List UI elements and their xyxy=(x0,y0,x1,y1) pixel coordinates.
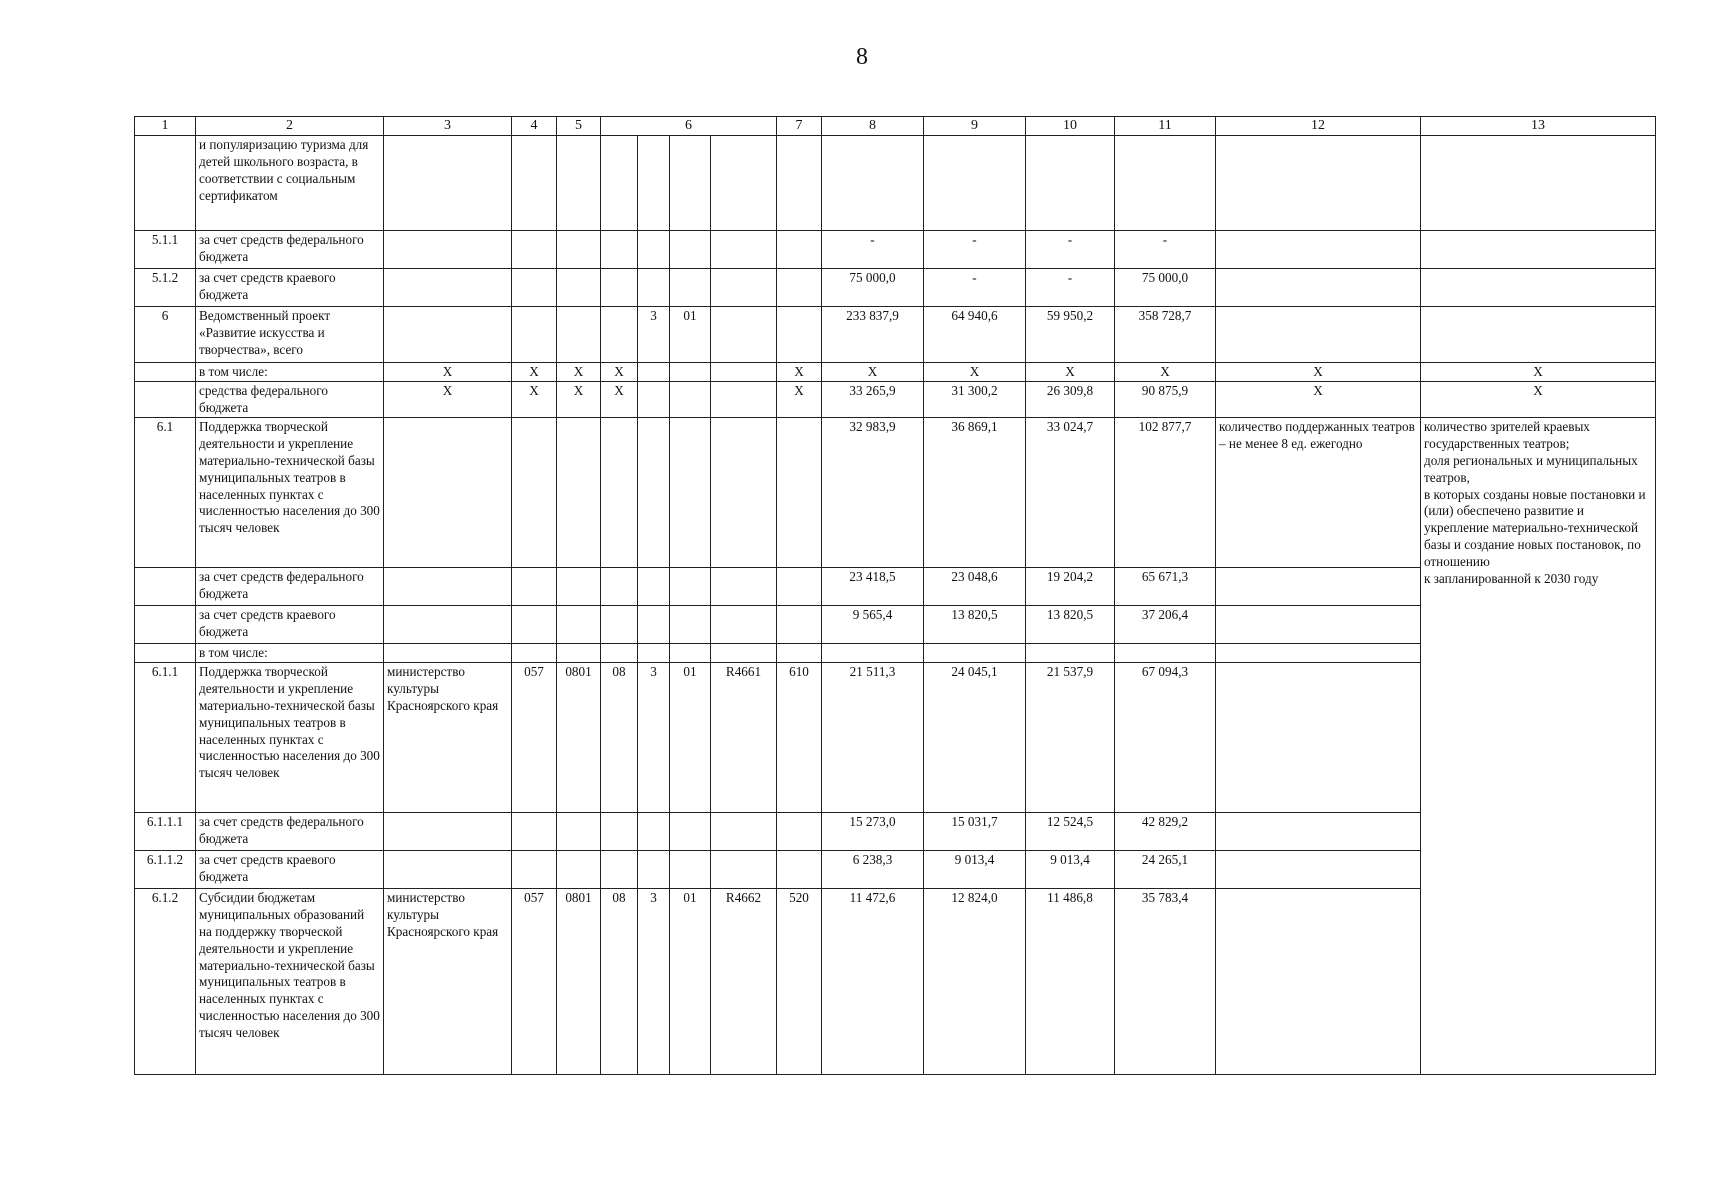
value-col10: 13 820,5 xyxy=(1026,606,1115,644)
header-cell: 12 xyxy=(1216,117,1421,136)
row-name: Субсидии бюджетам муниципальных образований на поддержку творческой деятельности и укрепление материально-технической базы муниципальных театров в населенных пунктах с численностью населения до 300 тысяч человек xyxy=(196,889,384,1075)
x-mark: X xyxy=(1421,382,1656,418)
header-cell: 7 xyxy=(777,117,822,136)
row-name: Поддержка творческой деятельности и укрепление материально-технической базы муниципальных театров в населенных пунктах с численностью населения до 300 тысяч человек xyxy=(196,418,384,568)
code-col4: 057 xyxy=(512,889,557,1075)
value-col11: - xyxy=(1115,231,1216,269)
header-cell: 13 xyxy=(1421,117,1656,136)
header-cell: 6 xyxy=(601,117,777,136)
row-name: и популяризацию туризма для детей школьного возраста, в соответствии с социальным сертификатом xyxy=(196,136,384,231)
row-name: за счет средств федерального бюджета xyxy=(196,231,384,269)
x-mark: X xyxy=(601,363,638,382)
value-col8: 23 418,5 xyxy=(822,568,924,606)
header-cell: 3 xyxy=(384,117,512,136)
table-row xyxy=(135,307,1656,363)
value-col8: 21 511,3 xyxy=(822,663,924,813)
x-mark: X xyxy=(777,382,822,418)
row-name: за счет средств краевого бюджета xyxy=(196,851,384,889)
row-name: в том числе: xyxy=(196,644,384,663)
row-name: в том числе: xyxy=(196,363,384,382)
header-cell: 2 xyxy=(196,117,384,136)
x-mark: X xyxy=(557,363,601,382)
row-number: 6.1.1.1 xyxy=(135,813,196,851)
value-col8: 33 265,9 xyxy=(822,382,924,418)
value-col8: 233 837,9 xyxy=(822,307,924,363)
code-col7: 520 xyxy=(777,889,822,1075)
header-row xyxy=(135,117,1656,136)
row-name: за счет средств федерального бюджета xyxy=(196,568,384,606)
value-col11: 67 094,3 xyxy=(1115,663,1216,813)
value-col9: 31 300,2 xyxy=(924,382,1026,418)
value-col9: 24 045,1 xyxy=(924,663,1026,813)
header-cell: 1 xyxy=(135,117,196,136)
row-name: за счет средств краевого бюджета xyxy=(196,269,384,307)
code-col6a: 08 xyxy=(601,889,638,1075)
code-col7: 610 xyxy=(777,663,822,813)
row-number: 6.1.2 xyxy=(135,889,196,1075)
value-col10: 26 309,8 xyxy=(1026,382,1115,418)
row-number: 6.1 xyxy=(135,418,196,568)
code-col6c: 01 xyxy=(670,307,711,363)
responsible-org: министерство культуры Красноярского края xyxy=(384,663,512,813)
value-col9: - xyxy=(924,269,1026,307)
code-col6c: 01 xyxy=(670,663,711,813)
value-col8: 11 472,6 xyxy=(822,889,924,1075)
code-col4: 057 xyxy=(512,663,557,813)
value-col11: 102 877,7 xyxy=(1115,418,1216,568)
x-mark: X xyxy=(512,363,557,382)
row-number: 5.1.1 xyxy=(135,231,196,269)
value-col8: 9 565,4 xyxy=(822,606,924,644)
value-col10: 21 537,9 xyxy=(1026,663,1115,813)
code-col5: 0801 xyxy=(557,889,601,1075)
value-col9: 15 031,7 xyxy=(924,813,1026,851)
value-col9: 36 869,1 xyxy=(924,418,1026,568)
value-col9: 9 013,4 xyxy=(924,851,1026,889)
value-col11: 42 829,2 xyxy=(1115,813,1216,851)
table-row xyxy=(135,136,1656,231)
x-mark: X xyxy=(384,382,512,418)
row-number: 6.1.1.2 xyxy=(135,851,196,889)
value-col10: - xyxy=(1026,231,1115,269)
x-mark: X xyxy=(1216,382,1421,418)
value-col11: 358 728,7 xyxy=(1115,307,1216,363)
responsible-org: министерство культуры Красноярского края xyxy=(384,889,512,1075)
code-col6d: R4662 xyxy=(711,889,777,1075)
header-cell: 9 xyxy=(924,117,1026,136)
value-col9: 23 048,6 xyxy=(924,568,1026,606)
value-col11: 24 265,1 xyxy=(1115,851,1216,889)
value-col8: 15 273,0 xyxy=(822,813,924,851)
value-col10: - xyxy=(1026,269,1115,307)
row-name: средства федерального бюджета xyxy=(196,382,384,418)
x-mark: X xyxy=(1026,363,1115,382)
code-col6b: 3 xyxy=(638,663,670,813)
value-col8: 75 000,0 xyxy=(822,269,924,307)
row-number: 6 xyxy=(135,307,196,363)
row-name: за счет средств федерального бюджета xyxy=(196,813,384,851)
x-mark: X xyxy=(557,382,601,418)
result-text: количество поддержанных театров – не менее 8 ед. ежегодно xyxy=(1216,418,1421,568)
code-col5: 0801 xyxy=(557,663,601,813)
value-col10: 19 204,2 xyxy=(1026,568,1115,606)
value-col10: 11 486,8 xyxy=(1026,889,1115,1075)
row-number xyxy=(135,136,196,231)
value-col10: 9 013,4 xyxy=(1026,851,1115,889)
table-row xyxy=(135,382,1656,418)
table-row xyxy=(135,231,1656,269)
x-mark: X xyxy=(1216,363,1421,382)
value-col9: 13 820,5 xyxy=(924,606,1026,644)
row-number: 6.1.1 xyxy=(135,663,196,813)
x-mark: X xyxy=(777,363,822,382)
value-col11: 90 875,9 xyxy=(1115,382,1216,418)
value-col11: 75 000,0 xyxy=(1115,269,1216,307)
value-col11: 37 206,4 xyxy=(1115,606,1216,644)
value-col8: - xyxy=(822,231,924,269)
code-col6b: 3 xyxy=(638,307,670,363)
value-col8: 32 983,9 xyxy=(822,418,924,568)
x-mark: X xyxy=(601,382,638,418)
table-row xyxy=(135,269,1656,307)
code-col6a: 08 xyxy=(601,663,638,813)
row-number: 5.1.2 xyxy=(135,269,196,307)
x-mark: X xyxy=(384,363,512,382)
value-col11: 65 671,3 xyxy=(1115,568,1216,606)
value-col10: 33 024,7 xyxy=(1026,418,1115,568)
header-cell: 10 xyxy=(1026,117,1115,136)
x-mark: X xyxy=(512,382,557,418)
value-col8: 6 238,3 xyxy=(822,851,924,889)
row-name: Ведомственный проект «Развитие искусства и творчества», всего xyxy=(196,307,384,363)
value-col11: 35 783,4 xyxy=(1115,889,1216,1075)
row-name: Поддержка творческой деятельности и укрепление материально-технической базы муниципальных театров в населенных пунктах с численностью населения до 300 тысяч человек xyxy=(196,663,384,813)
row-name: за счет средств краевого бюджета xyxy=(196,606,384,644)
value-col9: - xyxy=(924,231,1026,269)
page-number: 8 xyxy=(856,44,868,70)
header-cell: 8 xyxy=(822,117,924,136)
value-col10: 12 524,5 xyxy=(1026,813,1115,851)
code-col6b: 3 xyxy=(638,889,670,1075)
value-col10: 59 950,2 xyxy=(1026,307,1115,363)
table-row xyxy=(135,418,1656,568)
value-col9: 64 940,6 xyxy=(924,307,1026,363)
x-mark: X xyxy=(1115,363,1216,382)
x-mark: X xyxy=(822,363,924,382)
x-mark: X xyxy=(1421,363,1656,382)
indicator-text: количество зрителей краевых государственных театров; доля региональных и муниципальных театров, в которых созданы новые постановки и (или) обеспечено развитие и укрепление материально-технической базы и создание новых постановок, по отношению к запланированной к 2030 году xyxy=(1421,418,1656,1075)
table-row xyxy=(135,363,1656,382)
code-col6d: R4661 xyxy=(711,663,777,813)
value-col9: 12 824,0 xyxy=(924,889,1026,1075)
x-mark: X xyxy=(924,363,1026,382)
header-cell: 5 xyxy=(557,117,601,136)
budget-table xyxy=(134,116,1656,1075)
code-col6c: 01 xyxy=(670,889,711,1075)
header-cell: 11 xyxy=(1115,117,1216,136)
header-cell: 4 xyxy=(512,117,557,136)
